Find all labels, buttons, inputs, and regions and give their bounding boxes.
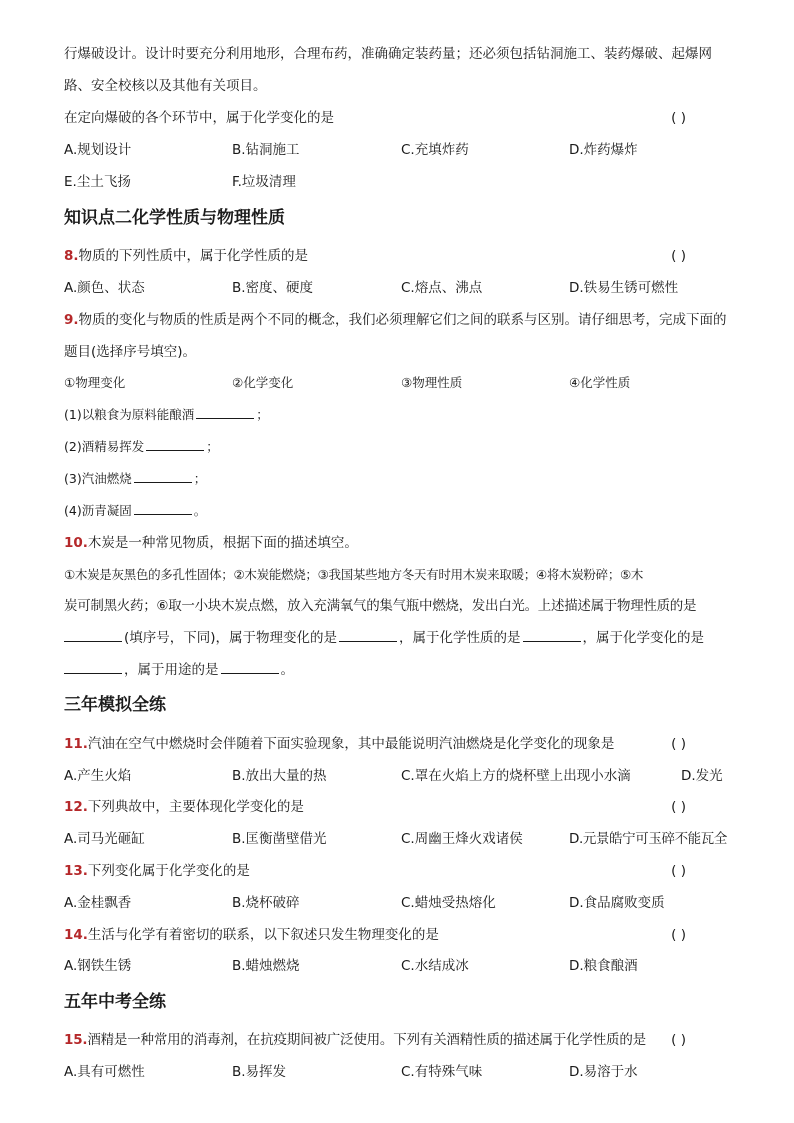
q13-option-d: D.食品腐败变质 (569, 895, 665, 911)
q9-item-4-blank[interactable] (134, 501, 192, 515)
q12-stem-text: 下列典故中，主要体现化学变化的是 (87, 799, 304, 815)
q9-number: 9. (64, 312, 79, 328)
q14-option-d: D.粮食酿酒 (569, 958, 638, 974)
q7-answer-paren: ( ) (671, 110, 686, 126)
q7-stem (64, 108, 740, 128)
q13-option-c: C.蜡烛受热熔化 (401, 895, 496, 911)
q15-stem-text: 酒精是一种常用的消毒剂，在抗疫期间被广泛使用。下列有关酒精性质的描述属于化学性质的是 (87, 1032, 646, 1048)
q9-item-4 (64, 501, 740, 521)
q8-option-c: C.熔点、沸点 (401, 280, 483, 296)
q15-answer-paren: ( ) (671, 1032, 686, 1048)
q9-item-2-end: ； (206, 439, 219, 454)
q10-blank-5[interactable] (221, 660, 279, 674)
q9-item-3-end: ； (193, 471, 207, 486)
q11-option-a: A.产生火焰 (64, 768, 132, 784)
q9-item-2-blank[interactable] (146, 437, 204, 451)
q9-item-4-end: 。 (193, 503, 207, 518)
q12-stem (64, 797, 740, 817)
q9-stem-text-1: 物质的变化与物质的性质是两个不同的概念，我们必须理解它们之间的联系与区别。请仔细思考，完成下面的 (78, 312, 727, 328)
q9-item-4-text: (4)沥青凝固 (64, 503, 132, 518)
q7-option-a: A.规划设计 (64, 142, 132, 158)
q13-number: 13. (64, 863, 88, 879)
q9-item-1 (64, 405, 740, 425)
q9-item-1-text: (1)以粮食为原料能酿酒 (64, 407, 195, 422)
q12-option-d: D.元景皓宁可玉碎不能瓦全 (569, 831, 727, 847)
q14-number: 14. (64, 927, 88, 943)
q9-item-3-blank[interactable] (134, 469, 192, 483)
q8-stem (64, 246, 740, 266)
q15-option-d: D.易溶于水 (569, 1064, 638, 1080)
q9-stem-line-1 (64, 310, 740, 330)
q10-blank-2[interactable] (339, 628, 397, 642)
q13-option-b: B.烧杯破碎 (232, 895, 300, 911)
q10-stem (64, 533, 740, 553)
q9-item-2-text: (2)酒精易挥发 (64, 439, 145, 454)
q12-option-a: A.司马光砸缸 (64, 831, 145, 847)
q10-number: 10. (64, 535, 88, 551)
q15-number: 15. (64, 1032, 88, 1048)
q8-option-b: B.密度、硬度 (232, 280, 314, 296)
q14-answer-paren: ( ) (671, 927, 686, 943)
q15-option-a: A.具有可燃性 (64, 1064, 145, 1080)
q7-option-c: C.充填炸药 (401, 142, 469, 158)
q11-stem (64, 734, 740, 754)
q12-number: 12. (64, 799, 88, 815)
q12-option-b: B.匡衡凿壁借光 (232, 831, 327, 847)
intro-line-1: 行爆破设计。设计时要充分利用地形，合理布药，准确确定装药量；还必须包括钻洞施工、装药爆破、起爆网 (64, 46, 712, 62)
q9-item-2 (64, 437, 740, 457)
q10-desc-line-2: 炭可制黑火药；⑥取一小块木炭点燃，放入充满氧气的集气瓶中燃烧，发出白光。上述描述属于物理性质的是 (64, 598, 697, 614)
q13-stem-text: 下列变化属于化学变化的是 (87, 863, 250, 879)
q10-blank-1[interactable] (64, 628, 122, 642)
q10-stem-text: 木炭是一种常见物质，根据下面的描述填空。 (87, 535, 358, 551)
intro-line-2: 路、安全校核以及其他有关项目。 (64, 78, 267, 94)
q11-option-b: B.放出大量的热 (232, 768, 327, 784)
q12-option-c: C.周幽王烽火戏诸侯 (401, 831, 523, 847)
q10-desc-line-4 (64, 660, 740, 680)
q9-choice-1: ①物理变化 (64, 375, 126, 390)
q13-option-a: A.金桂飘香 (64, 895, 132, 911)
q8-number: 8. (64, 248, 79, 264)
q9-choice-3: ③物理性质 (401, 375, 463, 390)
q14-option-a: A.钢铁生锈 (64, 958, 132, 974)
q10-line4-end: 。 (280, 662, 294, 678)
q14-option-b: B.蜡烛燃烧 (232, 958, 300, 974)
section-heading-three-year: 三年模拟全练 (64, 695, 166, 715)
q9-item-3-text: (3)汽油燃烧 (64, 471, 132, 486)
q11-stem-text: 汽油在空气中燃烧时会伴随着下面实验现象，其中最能说明汽油燃烧是化学变化的现象是 (87, 736, 615, 752)
q7-option-b: B.钻洞施工 (232, 142, 300, 158)
q15-option-c: C.有特殊气味 (401, 1064, 483, 1080)
q8-option-d: D.铁易生锈可燃性 (569, 280, 679, 296)
q11-answer-paren: ( ) (671, 736, 686, 752)
q14-stem (64, 925, 740, 945)
q12-answer-paren: ( ) (671, 799, 686, 815)
q9-stem-line-2: 题目(选择序号填空)。 (64, 344, 197, 360)
q9-choice-2: ②化学变化 (232, 375, 294, 390)
q10-line3-b: ，属于化学性质的是 (399, 630, 521, 646)
section-heading-knowledge-2: 知识点二化学性质与物理性质 (64, 208, 285, 228)
q7-option-f: F.垃圾清理 (232, 174, 296, 190)
q11-number: 11. (64, 736, 88, 752)
q14-stem-text: 生活与化学有着密切的联系，以下叙述只发生物理变化的是 (87, 927, 439, 943)
q13-stem (64, 861, 740, 881)
q13-answer-paren: ( ) (671, 863, 686, 879)
q10-line4: ，属于用途的是 (124, 662, 219, 678)
q9-item-3 (64, 469, 740, 489)
q7-option-e: E.尘土飞扬 (64, 174, 131, 190)
q7-stem-text: 在定向爆破的各个环节中，属于化学变化的是 (64, 110, 334, 126)
q14-option-c: C.水结成冰 (401, 958, 469, 974)
q10-blank-3[interactable] (523, 628, 581, 642)
section-heading-five-year: 五年中考全练 (64, 992, 166, 1012)
q9-item-1-end: ； (256, 407, 269, 422)
q8-option-a: A.颜色、状态 (64, 280, 145, 296)
q10-blank-4[interactable] (64, 660, 122, 674)
q9-item-1-blank[interactable] (196, 405, 254, 419)
q9-choice-4: ④化学性质 (569, 375, 631, 390)
q10-desc-line-3 (64, 628, 740, 648)
q8-stem-text: 物质的下列性质中，属于化学性质的是 (78, 248, 309, 264)
q11-option-d: D.发光 (681, 768, 723, 784)
q15-stem (64, 1030, 740, 1050)
q8-answer-paren: ( ) (671, 248, 686, 264)
q10-desc-line-1: ①木炭是灰黑色的多孔性固体；②木炭能燃烧；③我国某些地方冬天有时用木炭来取暖；④将木炭粉碎；⑤木 (64, 567, 644, 582)
q11-option-c: C.罩在火焰上方的烧杯壁上出现小水滴 (401, 768, 631, 784)
q10-line3-c: ，属于化学变化的是 (582, 630, 705, 646)
q15-option-b: B.易挥发 (232, 1064, 287, 1080)
q7-option-d: D.炸药爆炸 (569, 142, 638, 158)
q10-line3-a: (填序号，下同)，属于物理变化的是 (124, 630, 338, 646)
